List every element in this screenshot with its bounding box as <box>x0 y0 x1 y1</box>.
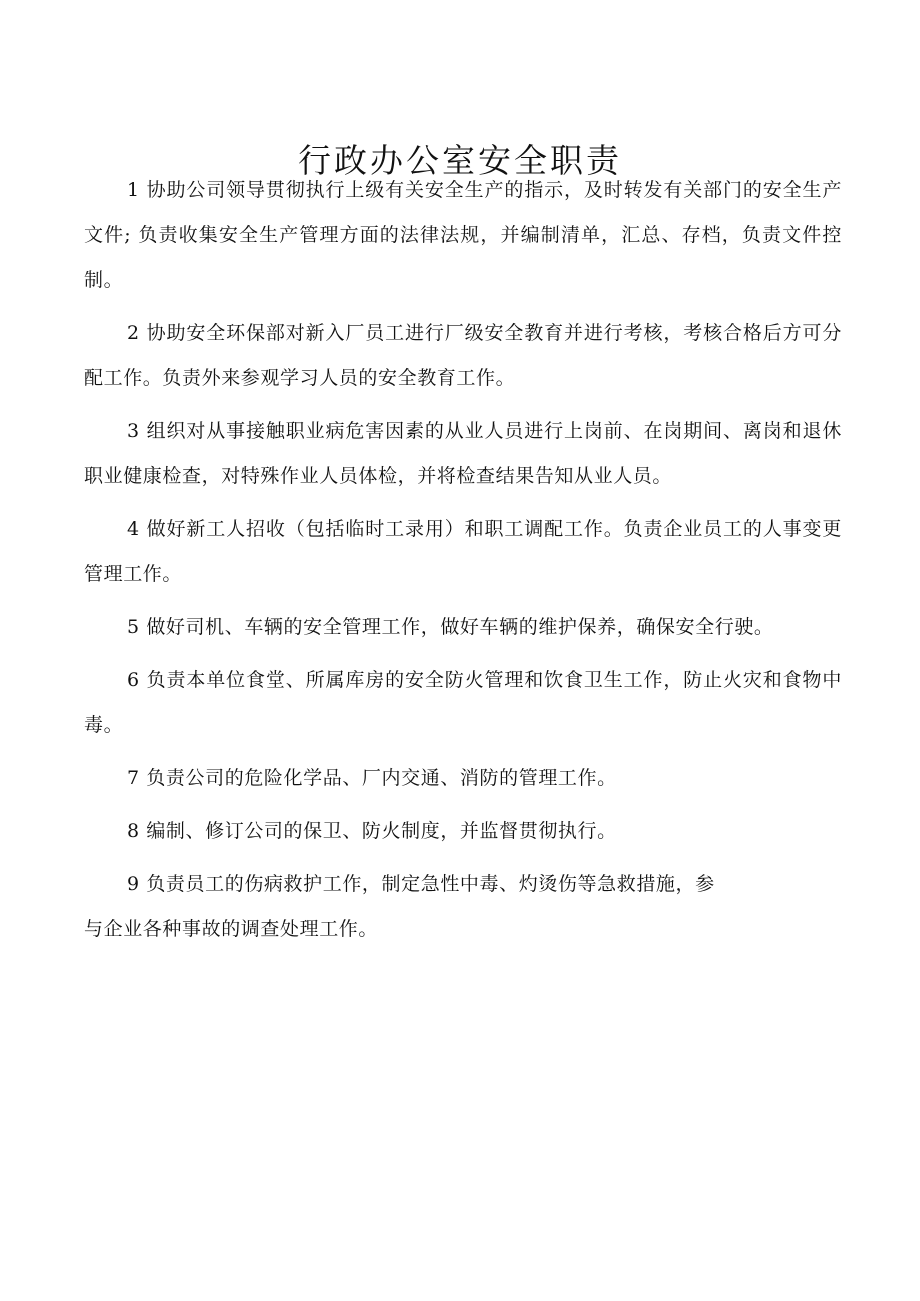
document-body <box>84 168 842 960</box>
paragraph-6: 6 负责本单位食堂、所属库房的安全防火管理和饮食卫生工作，防止火灾和食物中毒。 <box>84 669 842 736</box>
paragraph-4: 4 做好新工人招收（包括临时工录用）和职工调配工作。负责企业员工的人事变更管理工作。 <box>84 518 842 585</box>
paragraph-9 <box>84 862 842 952</box>
document-title: 行政办公室安全职责 <box>298 141 622 181</box>
paragraph-8: 8 编制、修订公司的保卫、防火制度，并监督贯彻执行。 <box>127 820 617 842</box>
paragraph-5: 5 做好司机、车辆的安全管理工作，做好车辆的维护保养，确保安全行驶。 <box>127 616 774 638</box>
paragraph-2: 2 协助安全环保部对新入厂员工进行厂级安全教育并进行考核，考核合格后方可分配工作。负责外来参观学习人员的安全教育工作。 <box>84 322 842 389</box>
paragraph-7: 7 负责公司的危险化学品、厂内交通、消防的管理工作。 <box>127 767 617 789</box>
paragraph-9-line-2: 与企业各种事故的调查处理工作。 <box>84 918 379 940</box>
paragraph-3: 3 组织对从事接触职业病危害因素的从业人员进行上岗前、在岗期间、离岗和退休职业健康检查，对特殊作业人员体检，并将检查结果告知从业人员。 <box>84 420 842 487</box>
paragraph-1: 1 协助公司领导贯彻执行上级有关安全生产的指示，及时转发有关部门的安全生产文件; 负责收集安全生产管理方面的法律法规，并编制清单，汇总、存档，负责文件控制。 <box>84 179 842 291</box>
paragraph-9-line-1: 9 负责员工的伤病救护工作，制定急性中毒、灼烫伤等急救措施，参 <box>127 873 715 895</box>
